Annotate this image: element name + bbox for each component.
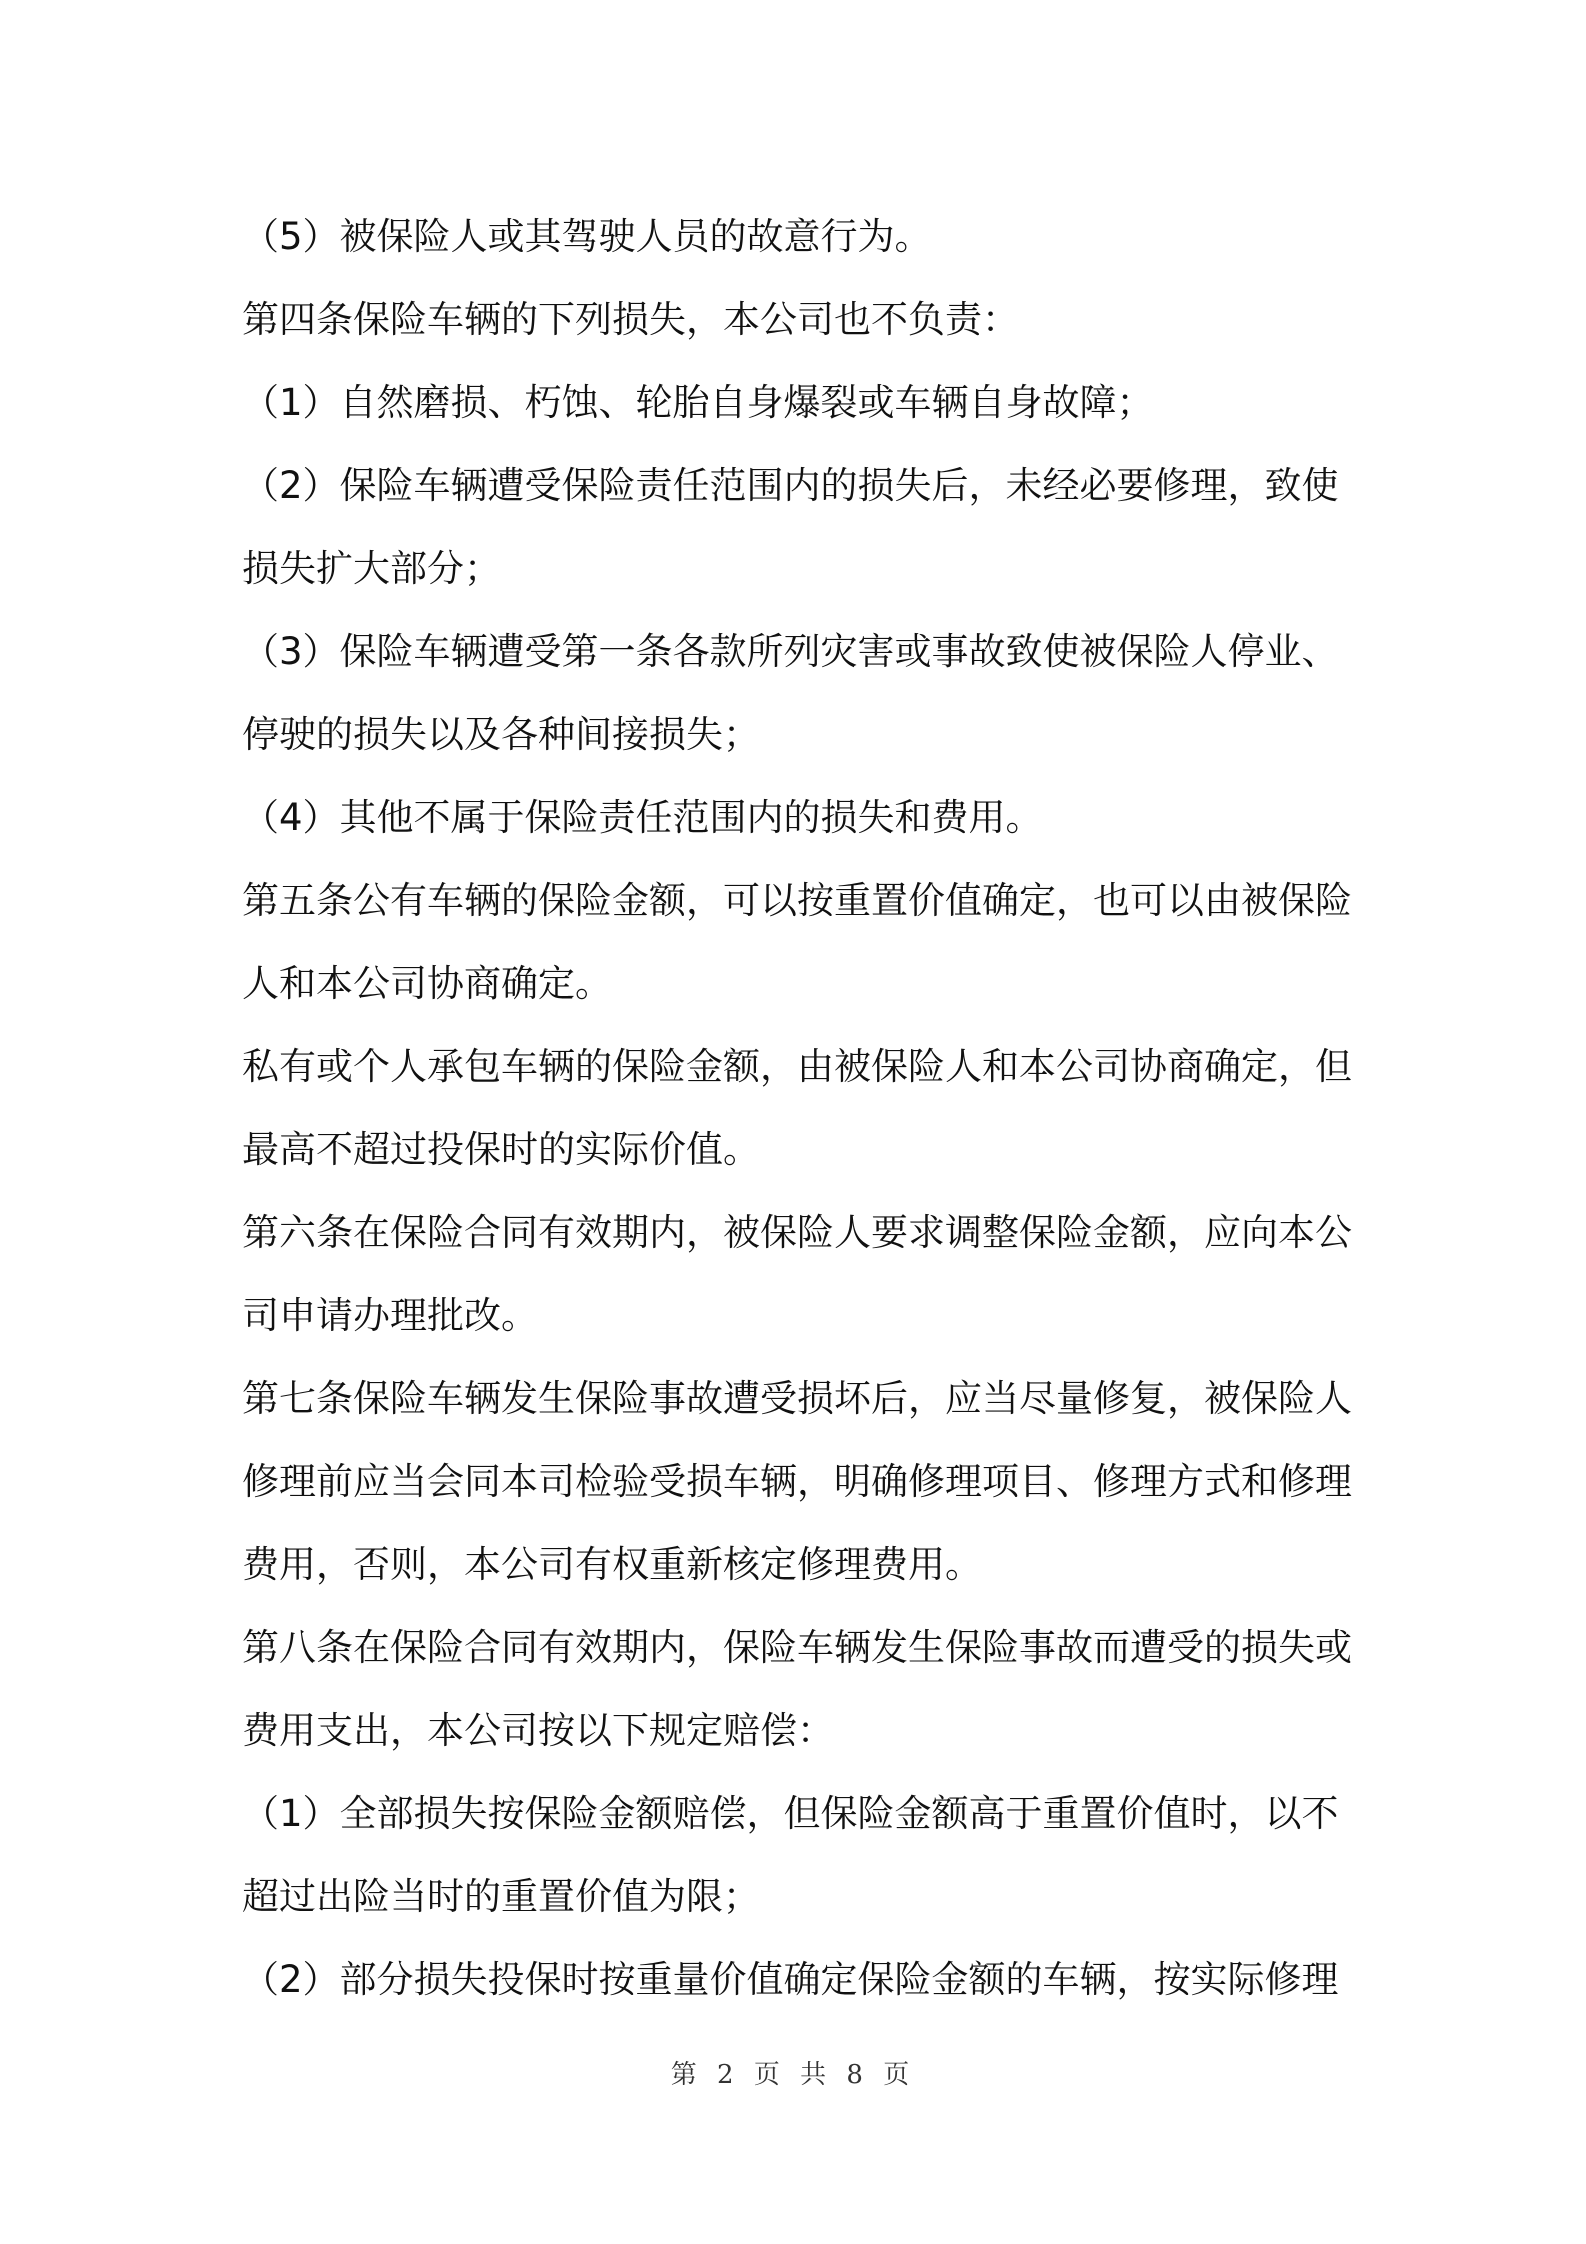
text-line: 第四条保险车辆的下列损失，本公司也不负责： (242, 298, 1019, 341)
text-line: 费用支出，本公司按以下规定赔偿： (242, 1709, 834, 1752)
text-line: 费用，否则，本公司有权重新核定修理费用。 (242, 1543, 982, 1586)
text-line: 第八条在保险合同有效期内，保险车辆发生保险事故而遭受的损失或 (242, 1626, 1352, 1669)
text-line: （1）全部损失按保险金额赔偿，但保险金额高于重置价值时，以不 (242, 1792, 1339, 1835)
text-line: （5）被保险人或其驾驶人员的故意行为。 (242, 215, 932, 258)
text-line: （2）保险车辆遭受保险责任范围内的损失后，未经必要修理，致使 (242, 464, 1339, 507)
text-line: 第六条在保险合同有效期内，被保险人要求调整保险金额，应向本公 (242, 1211, 1352, 1254)
text-line: 停驶的损失以及各种间接损失； (242, 713, 760, 756)
text-line: （2）部分损失投保时按重量价值确定保险金额的车辆，按实际修理 (242, 1958, 1339, 2001)
text-line: 超过出险当时的重置价值为限； (242, 1875, 760, 1918)
text-line: 人和本公司协商确定。 (242, 962, 612, 1005)
text-line: 第七条保险车辆发生保险事故遭受损坏后，应当尽量修复，被保险人 (242, 1377, 1352, 1420)
text-line: 私有或个人承包车辆的保险金额，由被保险人和本公司协商确定，但 (242, 1045, 1352, 1088)
text-line: 修理前应当会同本司检验受损车辆，明确修理项目、修理方式和修理 (242, 1460, 1352, 1503)
text-line: （1）自然磨损、朽蚀、轮胎自身爆裂或车辆自身故障； (242, 381, 1154, 424)
text-line: 第五条公有车辆的保险金额，可以按重置价值确定，也可以由被保险 (242, 879, 1352, 922)
page-number-footer: 第 2 页 共 8 页 (670, 2060, 916, 2090)
text-line: 最高不超过投保时的实际价值。 (242, 1128, 760, 1171)
text-line: （3）保险车辆遭受第一条各款所列灾害或事故致使被保险人停业、 (242, 630, 1339, 673)
text-line: （4）其他不属于保险责任范围内的损失和费用。 (242, 796, 1043, 839)
text-line: 损失扩大部分； (242, 547, 501, 590)
document-body (242, 195, 1358, 2021)
text-line: 司申请办理批改。 (242, 1294, 538, 1337)
